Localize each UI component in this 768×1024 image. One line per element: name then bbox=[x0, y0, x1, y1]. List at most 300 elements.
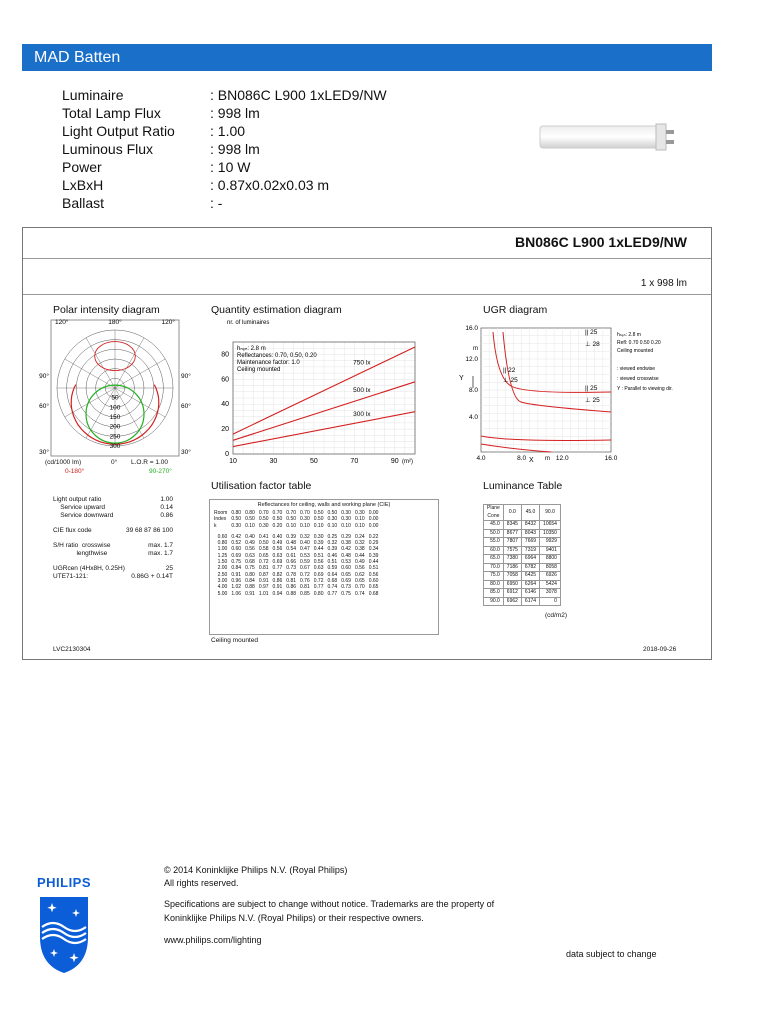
util-cell: 0.56 bbox=[313, 559, 324, 566]
spec-row bbox=[62, 176, 387, 194]
lor-key: Service upward bbox=[53, 504, 106, 511]
util-cell: 0.30 bbox=[341, 516, 351, 523]
util-cell: 0.10 bbox=[313, 522, 324, 529]
spec-note-2: Koninklijke Philips N.V. (Royal Philips) or their respective owners. bbox=[164, 913, 424, 923]
ugr-legend: Y : Parallel to viewing dir. bbox=[617, 386, 673, 392]
lum-cell: 8432 bbox=[521, 521, 539, 530]
polar-ring-label: 50 bbox=[111, 394, 119, 402]
spec-row bbox=[62, 86, 387, 104]
util-cell: 0.50 bbox=[327, 510, 338, 516]
polar-ring-label: 200 bbox=[109, 423, 121, 431]
util-cell: 0.51 bbox=[327, 559, 338, 566]
util-cell: 0.60 bbox=[341, 565, 351, 572]
util-cell: 0.70 bbox=[354, 584, 365, 591]
lum-cell: 7380 bbox=[503, 555, 521, 564]
ugr-unit: m bbox=[545, 456, 550, 462]
util-cell: 0.56 bbox=[245, 546, 255, 553]
lor-value: 0.86 bbox=[160, 512, 173, 519]
util-cell: 0.52 bbox=[231, 540, 242, 547]
spec-value: : 998 lm bbox=[210, 105, 260, 121]
util-cell: 0.34 bbox=[368, 546, 379, 553]
copyright: © 2014 Koninklijke Philips N.V. (Royal Philips) bbox=[164, 865, 348, 875]
util-cell: 0.60 bbox=[231, 546, 242, 553]
qty-x-tick: 50 bbox=[309, 458, 318, 465]
lum-cell: 45.0 bbox=[484, 521, 504, 530]
util-cell: 0.44 bbox=[313, 546, 324, 553]
lum-cell: 6950 bbox=[503, 580, 521, 589]
qty-y-tick: 60 bbox=[221, 376, 229, 384]
util-cell: 1.06 bbox=[231, 590, 242, 597]
util-cell: 0.69 bbox=[272, 559, 283, 566]
util-room-label: Room bbox=[214, 510, 228, 516]
sheet-flux: 1 x 998 lm bbox=[640, 278, 687, 289]
lum-cell: 50.0 bbox=[484, 529, 504, 538]
util-cell: 0.48 bbox=[341, 552, 351, 559]
util-cell: 0.68 bbox=[368, 590, 379, 597]
util-cell: 0.38 bbox=[354, 546, 365, 553]
util-cell: 0.48 bbox=[286, 540, 297, 547]
util-cell: 0.30 bbox=[313, 533, 324, 540]
lor-key: UTE71-121: bbox=[53, 573, 89, 580]
util-cell: 0.46 bbox=[327, 552, 338, 559]
photometric-sheet bbox=[22, 227, 712, 660]
ugr-curve bbox=[481, 444, 551, 452]
lum-cell: 6425 bbox=[521, 572, 539, 581]
ugr-x-tick: 12.0 bbox=[555, 455, 569, 462]
lum-cell: 60.0 bbox=[484, 546, 504, 555]
util-cell: 0.70 bbox=[272, 510, 283, 516]
util-cell: 0.97 bbox=[258, 584, 269, 591]
util-cell: 0.65 bbox=[341, 571, 351, 578]
lum-row bbox=[484, 521, 561, 530]
lor-row bbox=[53, 496, 173, 504]
util-cell: 0.44 bbox=[368, 559, 379, 566]
util-cell: 3.00 bbox=[217, 577, 228, 584]
lum-cell: 55.0 bbox=[484, 538, 504, 547]
lum-cell: 7669 bbox=[521, 538, 539, 547]
util-cell: 0.68 bbox=[245, 559, 255, 566]
lum-cell: 6174 bbox=[521, 597, 539, 606]
lum-cell: 6146 bbox=[521, 589, 539, 598]
qty-x-tick: 70 bbox=[350, 458, 359, 465]
util-cell: 0.60 bbox=[368, 577, 379, 584]
util-cell: 0.51 bbox=[368, 565, 379, 572]
qty-y-tick: 80 bbox=[221, 351, 229, 359]
util-cell: 0.53 bbox=[300, 552, 310, 559]
lor-value: 25 bbox=[165, 565, 173, 572]
util-cell: 0.32 bbox=[300, 533, 310, 540]
util-cell: 0.50 bbox=[313, 510, 324, 516]
ugr-x-tick: 4.0 bbox=[476, 455, 486, 462]
util-cell: 0.84 bbox=[245, 577, 255, 584]
util-cell: 0.50 bbox=[245, 516, 255, 523]
spec-row bbox=[62, 194, 387, 212]
ugr-top-b: ⊥ 28 bbox=[585, 341, 600, 348]
ugr-legend: : viewed crosswise bbox=[617, 376, 659, 382]
lum-cell: 10350 bbox=[540, 529, 561, 538]
qty-param: hₙₑₙ: 2.8 m bbox=[237, 346, 266, 352]
polar-legend-a: 0-180° bbox=[65, 468, 85, 475]
util-cell: 0.29 bbox=[341, 533, 351, 540]
lum-header-row bbox=[484, 505, 561, 521]
spec-label: Light Output Ratio bbox=[62, 123, 175, 139]
product-image bbox=[538, 84, 706, 204]
util-cell: 0.74 bbox=[327, 584, 338, 591]
lum-table bbox=[483, 504, 561, 606]
util-cell: 0.30 bbox=[231, 522, 242, 529]
qty-param: Reflectances: 0.70, 0.50, 0.20 bbox=[237, 353, 317, 359]
util-cell: 0.50 bbox=[286, 516, 297, 523]
ugr-top-a: || 25 bbox=[585, 329, 598, 336]
ugr-info: Ceiling mounted bbox=[617, 348, 654, 354]
util-cell: 0.10 bbox=[300, 522, 310, 529]
util-cell: 0.47 bbox=[300, 546, 310, 553]
util-cell: 0.58 bbox=[258, 546, 269, 553]
ugr-axis-x: X bbox=[529, 457, 534, 464]
util-cell: 0.96 bbox=[231, 577, 242, 584]
spec-row bbox=[62, 122, 387, 140]
sheet-date: 2018-09-26 bbox=[643, 646, 677, 653]
util-cell: 0.87 bbox=[258, 571, 269, 578]
ugr-info: Refl: 0.70 0.50 0.20 bbox=[617, 340, 661, 346]
qty-series-label: 500 lx bbox=[353, 387, 371, 395]
util-cell: 0.63 bbox=[272, 552, 283, 559]
util-cell: 0.63 bbox=[313, 565, 324, 572]
util-cell: 0.10 bbox=[327, 522, 338, 529]
lor-block bbox=[53, 496, 173, 581]
util-cell: 0.64 bbox=[327, 571, 338, 578]
ugr-cross-value: ⊥ 25 bbox=[503, 377, 518, 384]
lum-row bbox=[484, 580, 561, 589]
lum-cell: 8800 bbox=[540, 555, 561, 564]
util-cell: 0.39 bbox=[368, 552, 379, 559]
util-cell: 0.80 bbox=[245, 510, 255, 516]
util-cell: 0.32 bbox=[354, 540, 365, 547]
polar-spoke bbox=[65, 359, 115, 388]
spec-value: : 0.87x0.02x0.03 m bbox=[210, 177, 330, 193]
util-cell: 0.88 bbox=[286, 590, 297, 597]
util-cell: 0.80 bbox=[217, 540, 228, 547]
spec-label: Power bbox=[62, 159, 102, 175]
util-cell: 0.86 bbox=[286, 584, 297, 591]
util-cell: 0.75 bbox=[231, 559, 242, 566]
quantity-chart bbox=[195, 314, 445, 474]
lum-cell: 90.0 bbox=[484, 597, 504, 606]
util-cell: 0.44 bbox=[354, 552, 365, 559]
util-table bbox=[209, 499, 439, 635]
sheet-code: LVC2130304 bbox=[53, 646, 91, 653]
util-room-label: Index bbox=[214, 516, 227, 523]
util-cell: 0.66 bbox=[286, 559, 297, 566]
util-cell: 0.77 bbox=[272, 565, 283, 572]
lum-cell: 7807 bbox=[503, 538, 521, 547]
util-cell: 0.30 bbox=[341, 510, 351, 516]
util-cell: 0.91 bbox=[258, 577, 269, 584]
lum-cell: 6782 bbox=[521, 563, 539, 572]
util-cell: 0.39 bbox=[327, 546, 338, 553]
qty-x-tick: 10 bbox=[229, 458, 237, 465]
util-cell: 1.25 bbox=[217, 552, 228, 559]
qty-x-unit: (m²) bbox=[402, 459, 413, 465]
spec-note-1: Specifications are subject to change without notice. Trademarks are the property of bbox=[164, 899, 495, 909]
util-cell: 0.84 bbox=[231, 565, 242, 572]
lor-row bbox=[53, 565, 173, 573]
polar-zero: 0° bbox=[111, 459, 118, 466]
spec-row bbox=[62, 140, 387, 158]
lum-cell: 85.0 bbox=[484, 589, 504, 598]
util-cell: 0.50 bbox=[258, 540, 269, 547]
util-cell: 0.77 bbox=[313, 584, 324, 591]
website-link[interactable]: www.philips.com/lighting bbox=[164, 935, 262, 945]
polar-angle-label: 120° bbox=[161, 319, 175, 326]
util-cell: 0.70 bbox=[258, 510, 269, 516]
lor-value: 39 68 87 86 100 bbox=[126, 527, 173, 534]
philips-wordmark: PHILIPS bbox=[36, 875, 92, 890]
lor-key: Light output ratio bbox=[53, 496, 102, 503]
util-cell: 0.39 bbox=[286, 533, 297, 540]
lum-cell: 75.0 bbox=[484, 572, 504, 581]
util-cell: 0.40 bbox=[300, 540, 310, 547]
data-change-note: data subject to change bbox=[566, 949, 657, 959]
qty-series-label: 300 lx bbox=[353, 411, 371, 419]
util-cell: 0.00 bbox=[368, 510, 379, 516]
util-cell: 0.88 bbox=[245, 584, 255, 591]
rights: All rights reserved. bbox=[164, 878, 239, 888]
util-cell: 0.91 bbox=[272, 584, 283, 591]
qty-x-tick: 90 bbox=[390, 458, 399, 465]
util-cell: 0.30 bbox=[354, 510, 365, 516]
polar-unit: (cd/1000 lm) bbox=[45, 459, 82, 466]
lor-key: lengthwise bbox=[53, 550, 108, 557]
lum-row bbox=[484, 563, 561, 572]
util-header: Reflectances for ceiling, walls and working plane (CIE) bbox=[257, 502, 391, 508]
lor-value: max. 1.7 bbox=[148, 542, 173, 549]
util-cell: 2.50 bbox=[217, 571, 228, 578]
util-room-label: k bbox=[214, 522, 217, 529]
lum-cell: 6926 bbox=[540, 572, 561, 581]
util-cell: 0.65 bbox=[354, 577, 365, 584]
lum-cell: 6264 bbox=[521, 580, 539, 589]
lum-row bbox=[484, 529, 561, 538]
util-cell: 0.24 bbox=[354, 533, 365, 540]
util-cell: 0.29 bbox=[368, 540, 379, 547]
spec-label: Luminous Flux bbox=[62, 141, 154, 157]
lor-row bbox=[53, 512, 173, 520]
polar-spoke bbox=[115, 338, 144, 388]
util-cell: 0.40 bbox=[272, 533, 283, 540]
spec-value: : - bbox=[210, 195, 223, 211]
util-cell: 1.50 bbox=[217, 559, 228, 566]
util-cell: 0.49 bbox=[245, 540, 255, 547]
util-cell: 0.39 bbox=[313, 540, 324, 547]
util-cell: 0.73 bbox=[341, 584, 351, 591]
lum-cell: 80.0 bbox=[484, 580, 504, 589]
lum-row bbox=[484, 589, 561, 598]
util-cell: 0.00 bbox=[368, 522, 379, 529]
ugr-info: hₙₑₙ: 2.8 m bbox=[617, 332, 641, 338]
lum-cell: 9929 bbox=[540, 538, 561, 547]
util-cell: 0.91 bbox=[231, 571, 242, 578]
util-cell: 0.80 bbox=[313, 590, 324, 597]
util-cell: 0.10 bbox=[245, 522, 255, 529]
spec-row bbox=[62, 104, 387, 122]
lum-cell: 3078 bbox=[540, 589, 561, 598]
ugr-cross-label: || 22 bbox=[503, 367, 516, 374]
polar-ring-label: 100 bbox=[109, 404, 121, 412]
util-cell: 0.10 bbox=[341, 522, 351, 529]
lum-row bbox=[484, 572, 561, 581]
lum-cell: 6912 bbox=[503, 589, 521, 598]
ugr-x-tick: 8.0 bbox=[517, 455, 527, 462]
polar-ring-label: 250 bbox=[109, 433, 121, 441]
util-cell: 0.53 bbox=[341, 559, 351, 566]
polar-angle-label: 90° bbox=[181, 373, 191, 380]
util-cell: 0.00 bbox=[368, 516, 379, 523]
util-cell: 0.70 bbox=[286, 510, 297, 516]
spec-label: Luminaire bbox=[62, 87, 124, 103]
polar-angle-label: 180° bbox=[108, 319, 122, 326]
util-cell: 0.59 bbox=[300, 559, 310, 566]
lum-cell: 7319 bbox=[521, 546, 539, 555]
util-cell: 0.91 bbox=[245, 590, 255, 597]
lor-row bbox=[53, 573, 173, 581]
util-cell: 0.80 bbox=[231, 510, 242, 516]
lor-value: 0.86G + 0.14T bbox=[131, 573, 173, 580]
util-cell: 0.49 bbox=[354, 559, 365, 566]
util-cell: 0.51 bbox=[313, 552, 324, 559]
util-cell: 0.40 bbox=[245, 533, 255, 540]
util-cell: 0.86 bbox=[272, 577, 283, 584]
util-cell: 0.25 bbox=[327, 533, 338, 540]
util-cell: 0.20 bbox=[272, 522, 283, 529]
polar-diagram bbox=[33, 316, 203, 466]
lum-title: Luminance Table bbox=[483, 480, 563, 492]
util-row bbox=[212, 591, 380, 597]
util-cell: 0.94 bbox=[272, 590, 283, 597]
util-cell: 0.68 bbox=[327, 577, 338, 584]
util-cell: 0.70 bbox=[300, 510, 310, 516]
lor-row bbox=[53, 542, 173, 550]
ugr-x-tick: 16.0 bbox=[604, 455, 618, 462]
lum-cell: 7186 bbox=[503, 563, 521, 572]
qty-series-label: 750 lx bbox=[353, 359, 371, 367]
util-cell: 1.00 bbox=[217, 546, 228, 553]
util-cell: 0.30 bbox=[327, 516, 338, 523]
util-cell: 1.02 bbox=[231, 584, 242, 591]
util-cell: 0.78 bbox=[286, 571, 297, 578]
util-cell: 0.60 bbox=[217, 533, 228, 540]
lor-row bbox=[53, 527, 173, 535]
util-cell: 0.42 bbox=[341, 546, 351, 553]
util-cell: 0.41 bbox=[258, 533, 269, 540]
lor-key: S/H ratio crosswise bbox=[53, 542, 111, 549]
ugr-title: UGR diagram bbox=[483, 304, 548, 316]
qty-x-tick: 30 bbox=[269, 458, 278, 465]
lum-cell: 10654 bbox=[540, 521, 561, 530]
spec-value: : BN086C L900 1xLED9/NW bbox=[210, 87, 387, 103]
util-cell: 0.10 bbox=[354, 516, 365, 523]
polar-angle-label: 30° bbox=[181, 449, 191, 456]
qty-param: Maintenance factor: 1.0 bbox=[237, 360, 300, 366]
polar-spoke bbox=[86, 338, 115, 388]
spec-label: Ballast bbox=[62, 195, 105, 211]
lor-value: 0.14 bbox=[160, 504, 173, 511]
util-cell: 4.00 bbox=[217, 584, 228, 591]
polar-angle-label: 60° bbox=[39, 403, 49, 410]
util-cell: 0.49 bbox=[272, 540, 283, 547]
util-cell: 0.67 bbox=[300, 565, 310, 572]
quantity-ylabel: nr. of luminaires bbox=[227, 320, 270, 326]
util-cell: 0.32 bbox=[327, 540, 338, 547]
ugr-y-tick: 16.0 bbox=[465, 325, 478, 332]
util-cell: 0.59 bbox=[327, 565, 338, 572]
polar-angle-label: 120° bbox=[55, 319, 69, 326]
lum-row bbox=[484, 597, 561, 606]
quantity-title: Quantity estimation diagram bbox=[211, 304, 342, 316]
util-cell: 1.01 bbox=[258, 590, 269, 597]
util-title: Utilisation factor table bbox=[211, 480, 312, 492]
util-cell: 0.81 bbox=[286, 577, 297, 584]
lor-row bbox=[53, 550, 173, 558]
util-cell: 0.77 bbox=[327, 590, 338, 597]
util-cell: 5.00 bbox=[217, 590, 228, 597]
lum-cell: 9401 bbox=[540, 546, 561, 555]
util-cell: 0.65 bbox=[368, 584, 379, 591]
spec-label: Total Lamp Flux bbox=[62, 105, 161, 121]
util-cell: 0.81 bbox=[300, 584, 310, 591]
spec-value: : 10 W bbox=[210, 159, 251, 175]
util-cell: 0.74 bbox=[354, 590, 365, 597]
util-cell: 0.56 bbox=[272, 546, 283, 553]
util-cell: 0.72 bbox=[313, 577, 324, 584]
util-cell: 0.76 bbox=[300, 577, 310, 584]
lor-key: Service downward bbox=[53, 512, 114, 519]
lum-cell: 8677 bbox=[503, 529, 521, 538]
lum-cell: 65.0 bbox=[484, 555, 504, 564]
util-cell: 0.42 bbox=[231, 533, 242, 540]
lum-cell: 7058 bbox=[503, 572, 521, 581]
spec-list bbox=[62, 86, 387, 212]
lum-cell: 8043 bbox=[521, 529, 539, 538]
util-cell: 0.10 bbox=[286, 522, 297, 529]
util-cell: 0.50 bbox=[313, 516, 324, 523]
lum-header-cell: 90.0 bbox=[540, 505, 561, 521]
spec-label: LxBxH bbox=[62, 177, 104, 193]
ugr-axis-y: Y bbox=[459, 375, 464, 382]
lum-unit: (cd/m2) bbox=[545, 612, 568, 619]
util-cell: 0.56 bbox=[368, 571, 379, 578]
util-cell: 0.38 bbox=[341, 540, 351, 547]
lum-cell: 8345 bbox=[503, 521, 521, 530]
util-cell: 0.69 bbox=[341, 577, 351, 584]
lum-row bbox=[484, 546, 561, 555]
util-cell: 0.69 bbox=[313, 571, 324, 578]
qty-y-tick: 0 bbox=[225, 451, 229, 458]
ugr-y-tick: 8.0 bbox=[468, 387, 478, 394]
util-cell: 0.82 bbox=[272, 571, 283, 578]
qty-y-tick: 40 bbox=[221, 401, 229, 409]
ugr-legend: : viewed endwise bbox=[617, 366, 656, 372]
util-cell: 0.80 bbox=[245, 571, 255, 578]
util-cell: 0.73 bbox=[286, 565, 297, 572]
lum-cell: 8058 bbox=[540, 563, 561, 572]
spec-row bbox=[62, 158, 387, 176]
ugr-unit: m bbox=[473, 346, 478, 352]
qty-param: Ceiling mounted bbox=[237, 367, 281, 373]
util-cell: 0.50 bbox=[272, 516, 283, 523]
lum-cell: 6962 bbox=[503, 597, 521, 606]
util-footer: Ceiling mounted bbox=[211, 637, 258, 644]
